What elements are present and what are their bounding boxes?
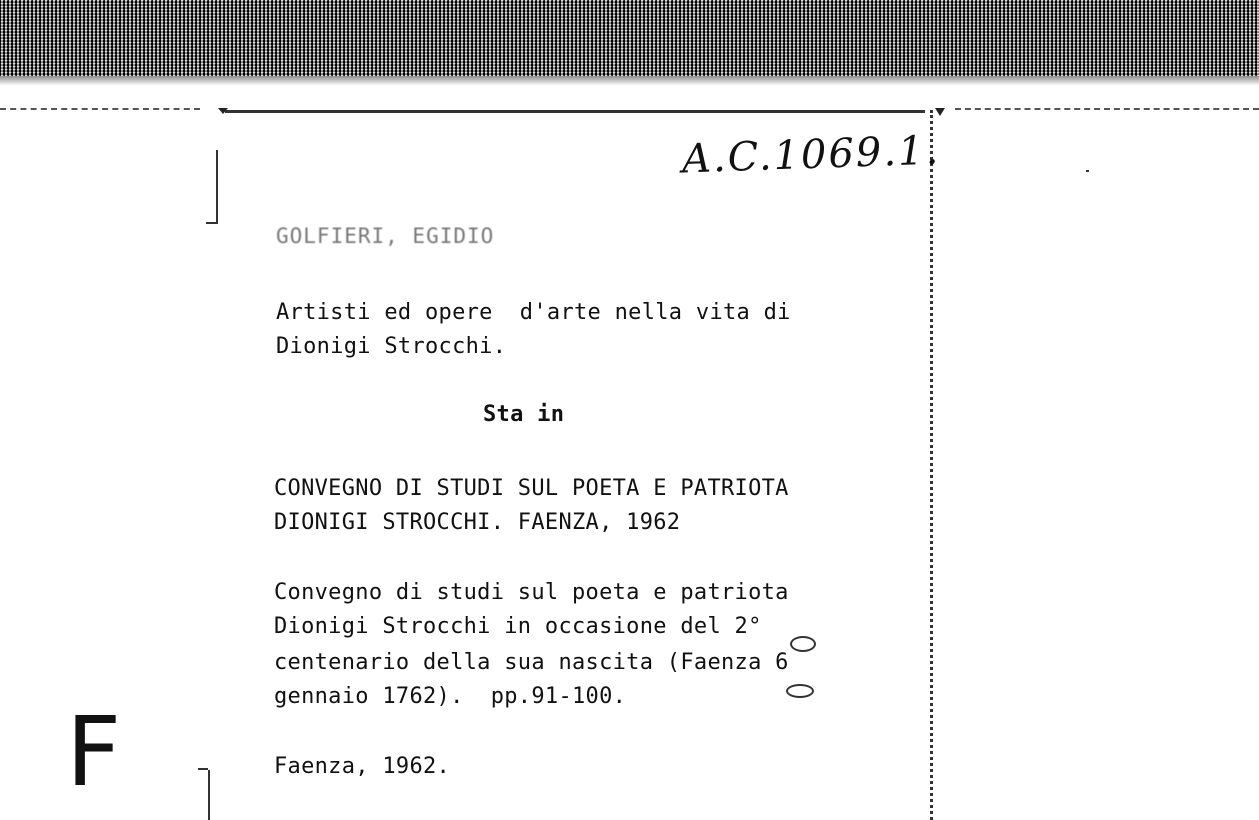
left-edge-tick-bottom-foot xyxy=(198,768,208,770)
series-line-1: CONVEGNO DI STUDI SUL POETA E PATRIOTA xyxy=(274,476,789,501)
left-edge-tick xyxy=(216,150,218,222)
speck xyxy=(1086,170,1089,172)
series-line-2: DIONIGI STROCCHI. FAENZA, 1962 xyxy=(274,510,681,535)
handwritten-correction-mark xyxy=(790,636,816,652)
left-edge-tick-bottom xyxy=(208,770,210,820)
corner-marker-left xyxy=(218,108,228,114)
corner-marker-right xyxy=(935,108,945,116)
sta-in-label: Sta in xyxy=(483,402,565,427)
card-top-edge-right xyxy=(955,108,1259,110)
card-top-edge-left xyxy=(0,108,200,110)
handwritten-correction-mark xyxy=(786,684,814,698)
title-line-2: Dionigi Strocchi. xyxy=(276,334,507,359)
description-line-4: gennaio 1762). pp.91-100. xyxy=(274,684,627,709)
margin-letter: F xyxy=(66,696,122,808)
description-line-2: Dionigi Strocchi in occasione del 2° xyxy=(274,614,762,639)
scan-noise-band xyxy=(0,0,1259,92)
author-heading: GOLFIERI, EGIDIO xyxy=(276,224,495,248)
card-right-edge xyxy=(930,110,933,820)
imprint: Faenza, 1962. xyxy=(274,754,451,779)
description-line-1: Convegno di studi sul poeta e patriota xyxy=(274,580,789,605)
description-line-3: centenario della sua nascita (Faenza 6 xyxy=(274,650,789,675)
shelfmark: A.C.1069.1. xyxy=(681,127,941,183)
card-top-edge xyxy=(225,110,925,113)
title-line-1: Artisti ed opere d'arte nella vita di xyxy=(276,300,791,325)
left-edge-tick-foot xyxy=(206,222,218,224)
